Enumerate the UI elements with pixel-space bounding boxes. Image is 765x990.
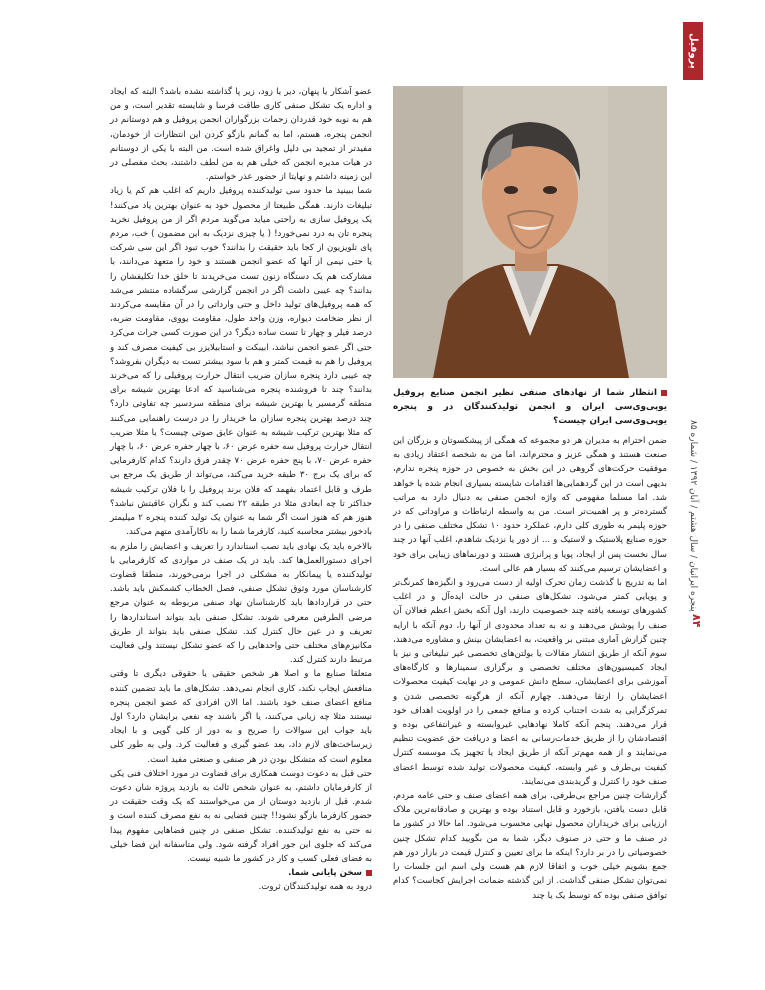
section-tab <box>683 22 703 80</box>
left-column <box>110 85 372 895</box>
question-text: انتظار شما از نهادهای صنفی نظیر انجمن صنایع پروفیل یوپی‌وی‌سی ایران و انجمن تولیدکنندگان در و پنجره یوپی‌وی‌سی ایران چیست؟ <box>393 388 667 426</box>
paragraph: گزارشات چنین مراجع بی‌طرفی، برای همه اعضای صنف و حتی عامه مردم، قابل دست یافتن، بازخورد و قابل استناد بوده و بهترین و صادقانه‌ترین ملاک ارزیابی برای خریداران محصول نهایی محسوب می‌شود. اما حالا در کشور ما در صنف ما و حتی در صنوف دیگر، شما به من بگویید کدام تشکل چنین خصوصیاتی را در بر دارد؟ اینکه ما برای تعیین و کنترل قیمت در بازار دور هم جمع بشویم خیلی خوب و اتفاقا لازم هم هست ولی اسم این جلسات را نمی‌توان تشکل صنفی گذاشت. از این گذشته ضمانت اجرایش کجاست؟ کدام توافق صنفی بوده که توسط یک یا چند <box>393 791 667 901</box>
right-column <box>393 386 667 903</box>
paragraph: اما به تدریج با گذشت زمان تحرک اولیه از دست می‌رود و انگیزه‌ها کمرنگ‌تر و پویایی کمتر می‌شود. تشکل‌های صنفی در حالت ایده‌آل و در اغلب کشورهای توسعه یافته چند خصوصیت دارند، اول آنکه بخش اعظم فعالان آن صنف را پوشش می‌دهند و نه به تعداد محدودی از آنها را، دوم آنکه با ارایه چنین گزارش آماری مبتنی بر واقعیت، به اعضایشان بینش و مشاوره می‌دهند، سوم آنکه از طریق انتشار مقالات یا بولتن‌های تخصصی غیر تبلیغاتی و نیز با ایجاد کمیسیون‌های مختلف تخصصی و برگزاری سمینارها و کارگاه‌های آموزشی برای اعضایشان، سطح دانش عمومی و در نهایت کیفیت محصولات اعضایشان را ارتقا می‌دهند. چهارم آنکه از هرگونه تخصصی شدن و تمرکزگرایی به شدت اجتناب کرده و منافع جمعی را در اولویت اهداف خود قرار می‌دهند. پنجم آنکه کاملا نهادهایی غیروابسته و غیرانتفاعی بوده و اقتصادشان را از طریق خدمات‌رسانی به اعضا و دریافت حق عضویت تنظیم می‌نمایند و از همه مهم‌تر آنکه از طریق ایجاد یا تجهیز یک موسسه کنترل کیفیت بی‌طرف و غیر وابسته، کیفیت محصولات تولید شده توسط اعضای صنف خود را کنترل و گریدبندی می‌نمایند. <box>393 578 667 787</box>
interviewee-photo <box>393 86 667 378</box>
paragraph: بالاخره باید یک نهادی باید نصب استاندارد را تعریف و اعضایش را ملزم به اجرای دستورالعمل‌ها کند. باید در یک صنف در مواردی که کارفرمایی با تولیدکننده یا پیمانکار به مشکلی در اجرا برمی‌خورند، منطقا قضاوت کارشناسان مورد وثوق تشکل صنفی، فصل الخطاب کشمکش باید باشد. حتی در قراردادها باید کارشناسان نهاد صنفی مربوطه به عنوان مرجع مرضی الطرفین معرفی شوند. تشکل صنفی باید بتواند استانداردها را تعریف و در عین حال کنترل کند. تشکل صنفی باید بتواند از طریق مکانیزم‌های مختلف حتی واحدهایی را که عضو تشکل نیستند ولی فعالیت مرتبط دارند کنترل کند. <box>110 541 372 666</box>
closing-question-text: سخن پایانی شما. <box>288 868 362 879</box>
page-number: ۸۴ <box>690 614 703 628</box>
section-label: پروفیل <box>688 33 699 69</box>
journal-info: پنجره ایرانیان / سال هشتم / آبان ۱۳۹۲ / شماره ۸۵ <box>688 420 698 612</box>
interview-question <box>393 386 667 428</box>
closing-answer: درود به همه تولیدکنندگان ثروت. <box>258 882 372 893</box>
bullet-square-icon <box>661 390 667 396</box>
paragraph: ضمن احترام به مدیران هر دو مجموعه که همگی از پیشکسوتان و بزرگان این صنعت هستند و همگی عزیز و محترم‌اند، اما من به شخصه اعتقاد زیادی به موفقیت حرکت‌های گروهی در این بخش به خصوص در حوزه پنجره ندارم، بدیهی است در این گردهمایی‌ها اقدامات شایسته بسیاری انجام شده یا خواهد شد. اما مسلما مفهومی که واژه انجمن صنفی به دنبال دارد به مراتب گسترده‌تر و پر اهمیت‌تر است. من به واسطه ارتباطات و مراوداتی که در حوزه پلیمر به طوری کلی دارم، عملکرد حدود ۱۰ تشکل مختلف صنفی را در حوزه صنایع پلاستیک و لاستیک و ... از دور یا نزدیک شاهدم، اغلب آنها در چند سال نخست پس از ایجاد، پویا و پرانرژی هستند و دورنماهای زیبایی برای خود و اعضایشان ترسیم می‌کنند که بسیار هم عالی است. <box>393 436 667 574</box>
bullet-square-icon <box>366 870 372 876</box>
paragraph: حتی قبل به دعوت دوست همکاری برای قضاوت در مورد اختلاف فنی یکی از کارفرمایان داشتم، به عنوان شخص ثالث به بازدید پروژه شان دعوت شدم. قبل از بازدید دوستان از من می‌خواستند که یک وقت حقیقت در حضور کارفرما بازگو نشود!! چنین فضایی نه به نفع مصرف کننده است و نه حتی به نفع تولیدکننده. تشکل صنفی در چنین فضاهایی مفهوم پیدا می‌کند که جلوی این جور افراد گرفته شود. ولی متاسفانه این فضا خیلی به فضای فعلی کسب و کار در کشور ما شبیه نیست. <box>110 768 372 864</box>
closing-question <box>110 866 372 880</box>
paragraph: عضو آشکار یا پنهان، دیر یا زود، زیر پا گذاشته نشده باشد؟ البته که ایجاد و اداره یک تشکل صنفی کاری طاقت فرسا و شایسته تقدیر است، و من هم به نوبه خود قدردان زحمات بزرگواران انجمن پروفیل و هم دوستانم در انجمن پنجره، هستم، اما به گمانم بازگو کردن این انتظارات از خودمان، مفیدتر از تمجید بی دلیل واغراق شده است. من البته با یکی از دوستانم در هیات مدیره انجمن که خیلی هم به من لطف داشتند، بحث مفصلی در این زمینه داشتم و نهایتا از حضور عذر خواستم. <box>110 87 372 183</box>
paragraph: شما ببینید ما حدود سی تولیدکننده پروفیل داریم که اغلب هم کم یا زیاد تبلیغات دارند. همگی طبیعتا از محصول خود به عنوان بهترین یاد می‌کنند! یک پروفیل سازی به راحتی میاید می‌گوید مردم اگر از من پروفیل نخرید پنجره تان به درد نمی‌خورد! ( یا چیزی نزدیک به این مضمون ) خب، مردم پای تلویزیون از کجا باید حقیقت را بدانند؟ خوب تبود اگر این سی شرکت یا حتی نیمی از آنها که عضو انجمن هستند و خود را متعهد می‌دانند، با مشارکت هم یک دستگاه زنون تست می‌خریدند تا خلق خدا تکلیفشان را بدانند؟ چه عیبی داشت اگر در انجمن گزارشی سرگشاده منتشر می‌شد که همه پروفیل‌های تولید داخل و حتی وارداتی را در آن مقایسه می‌کردند از نظر ضخامت دیواره، وزن واحد طول، مقاومت یووی، مقاومت ضربه، درصد فیلر و چهار تا تست ساده دیگر؟ در این صورت کسی جرات می‌کرد حتی اگر عضو انجمن نباشد، ابیبکت و استابیلایزر بی کیفیت مصرف کند و پروفیل را هم به قیمت کمتر و هم با سود بیشتر تست به دیگران بفروشد؟ چه عیبی دارد پنجره سازان ضریب انتقال حرارت پروفیلی را که می‌خرند بدانند؟ چند تا فروشنده پنجره می‌شناسید که ادعا بهترین شیشه برای منطقه گرمسیر یا بهترین شیشه برای منطقه سردسیر چه تفاوتی دارد؟ چند درصد بهترین پنجره سازان ما خریدار را در درست راهنمایی می‌کنند که مثلا بهترین ترکیب شیشه به عنوان عایق صوتی چیست؟ یا مثلا ضریب انتقال حرارت پروفیل سه حفره عرض ۶۰، با چهار حفره عرض ۶۰، با چهار حفره عرض ۷۰، با پنج حفره عرض ۷۰ چقدر فرق دارند؟ کدام کارفرمایی که برای یک برج ۳۰ طبقه خرید می‌کند، می‌تواند از طریق یک مرجع بی طرف و قابل اعتماد بفهمد که فلان برند پروفیل را با فلان ترکیب شیشه حداکثر تا چه ابعادی مثلا در طبقه ۲۲ نصب کند و نگران عاقبتش نباشد؟ هنوز هم که هنوز است اگر شما به عنوان یک تولید کننده پنجره ۲ میلیمتر بادخور بیشتر محاسبه کنید، کارفرما شما را به ناکارآمدی متهم می‌کند. <box>110 186 372 538</box>
paragraph: متعلقا صنایع ما و اصلا هر شخص حقیقی یا حقوقی دیگری تا وقتی منافعش ایجاب نکند، کاری انجام نمی‌دهد. تشکل‌های ما باید تضمین کننده منافع اعضای صنف خود باشند. اما الان افرادی که عضو انجمن پنجره نیستند مثلا چه زیانی می‌کنند، یا اگر باشند چه نفعی برایشان دارد؟ اول باید جواب این سوالات را صریح و به دور از کلی گویی و با ایجاد زیرساخت‌های لازم داد، بعد عضو گیری و فعالیت کرد. ولی به طور کلی معلوم است که متشکل بودن در هر صنفی و صنعتی مفید است. <box>110 669 372 765</box>
